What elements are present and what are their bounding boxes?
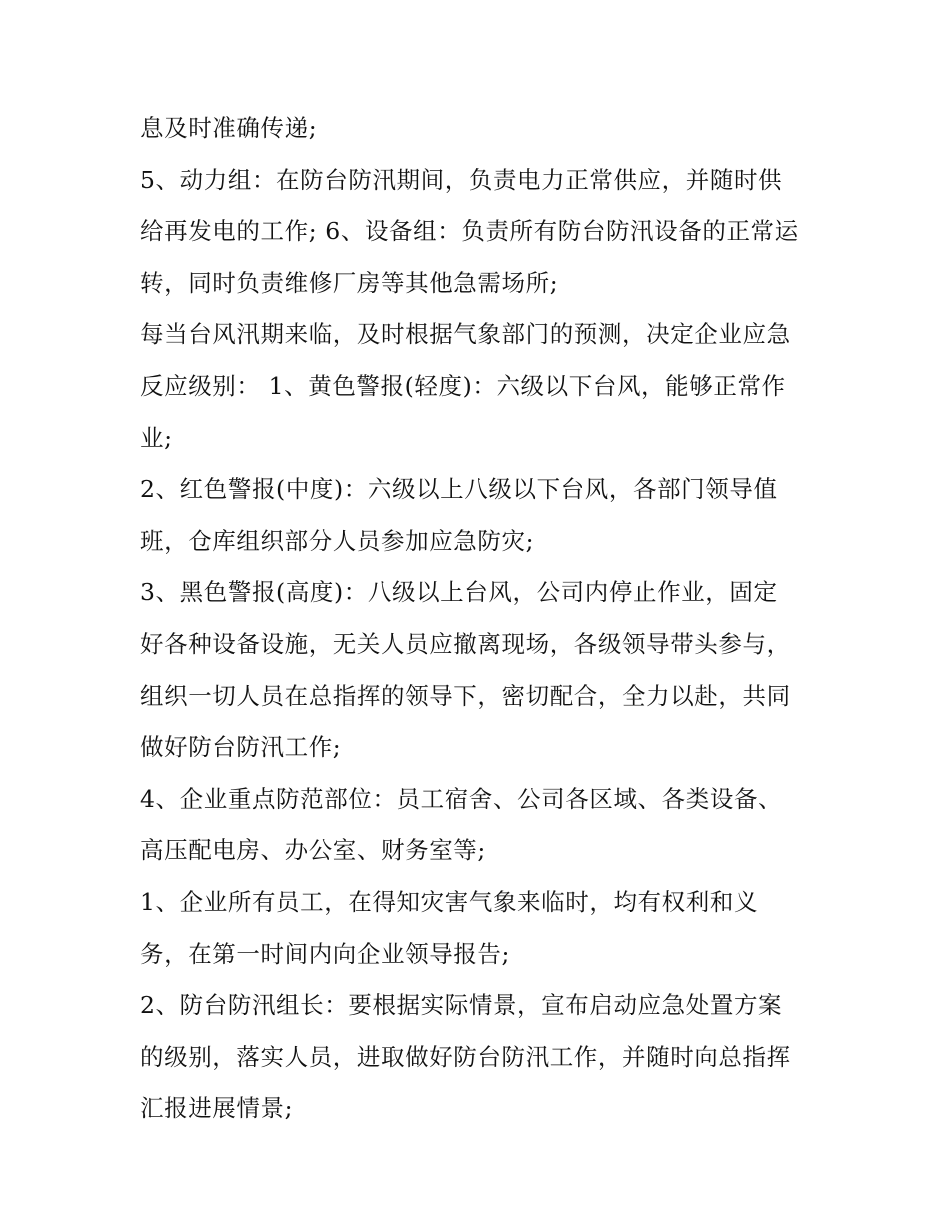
text-line: 1、企业所有员工，在得知灾害气象来临时，均有权利和义 (140, 887, 759, 916)
text-line: 做好防台防汛工作; (140, 733, 342, 762)
text-line: 的级别，落实人员，进取做好防台防汛工作，并随时向总指挥 (140, 1042, 791, 1071)
text-line: 息及时准确传递; (140, 114, 318, 142)
text-line: 好各种设备设施，无关人员应撤离现场，各级领导带头参与， (140, 629, 791, 658)
text-line: 每当台风汛期来临，及时根据气象部门的预测，决定企业应急 (140, 320, 791, 349)
text-line: 汇报进展情景; (140, 1094, 294, 1123)
document-body (140, 103, 820, 1135)
text-line: 5、动力组：在防台防汛期间，负责电力正常供应，并随时供 (140, 165, 783, 194)
text-line: 业; (140, 423, 173, 452)
text-line: 组织一切人员在总指挥的领导下，密切配合，全力以赴，共同 (140, 681, 791, 710)
text-line: 2、防台防汛组长：要根据实际情景，宣布启动应急处置方案 (140, 991, 783, 1020)
text-line: 2、红色警报(中度)：六级以上八级以下台风，各部门领导值 (140, 475, 778, 504)
text-line: 班，仓库组织部分人员参加应急防灾; (140, 526, 535, 555)
text-line: 高压配电房、办公室、财务室等; (140, 836, 486, 865)
text-line: 转，同时负责维修厂房等其他急需场所; (140, 268, 559, 297)
text-line: 4、企业重点防范部位：员工宿舍、公司各区域、各类设备、 (140, 784, 783, 813)
text-line: 反应级别： 1、黄色警报(轻度)：六级以下台风，能够正常作 (140, 371, 786, 400)
text-line: 3、黑色警报(高度)：八级以上台风，公司内停止作业，固定 (140, 578, 778, 607)
text-line: 给再发电的工作; 6、设备组：负责所有防台防汛设备的正常运 (140, 217, 799, 246)
text-line: 务，在第一时间内向企业领导报告; (140, 939, 511, 968)
